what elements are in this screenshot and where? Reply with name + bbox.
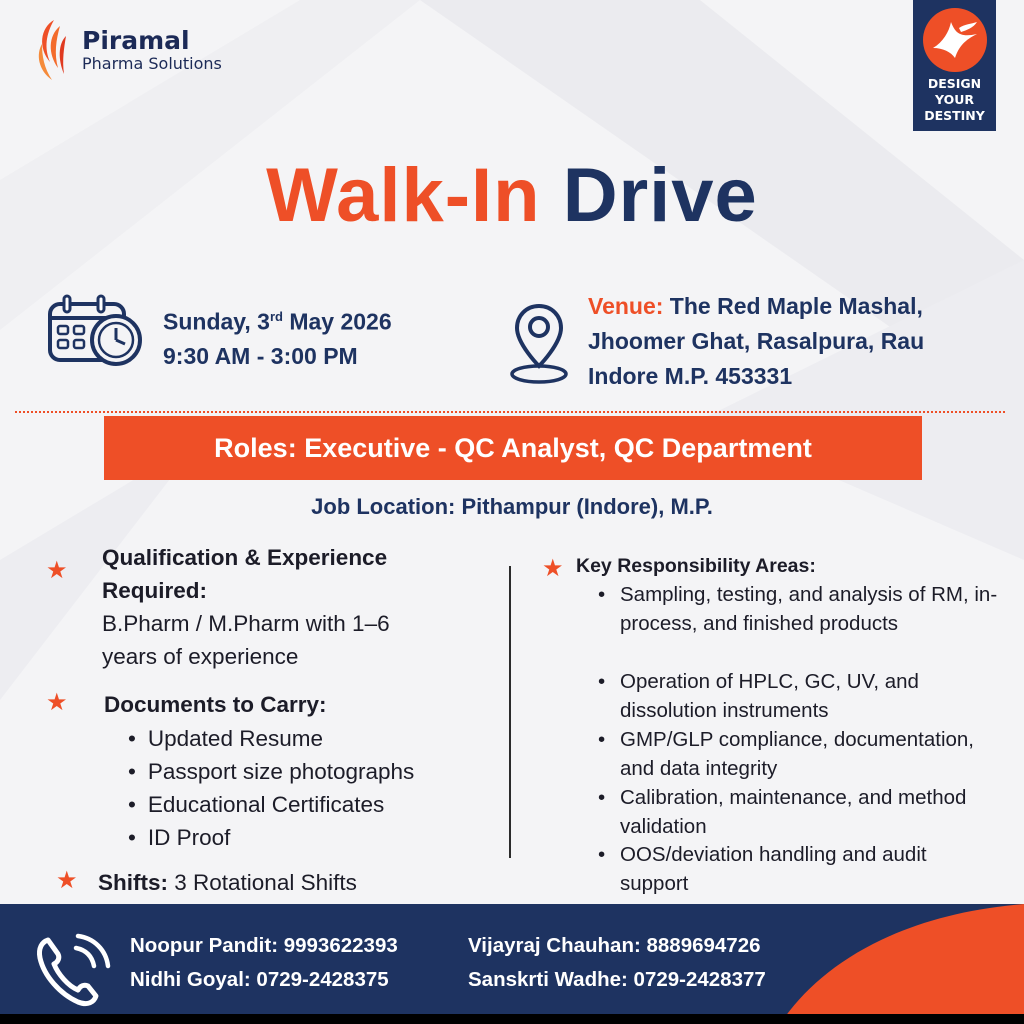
page-title (0, 152, 1024, 239)
calendar-clock-icon (46, 294, 146, 366)
list-item: • GMP/GLP compliance, documentation, and data integrity (598, 728, 974, 780)
footer-accent-shape (0, 904, 1024, 1024)
phone-icon (34, 932, 112, 1012)
badge-line-3: DESTINY (924, 108, 985, 123)
brand-logo (32, 14, 222, 86)
list-item: • Operation of HPLC, GC, UV, and dissolution instruments (598, 670, 919, 722)
venue-block (588, 289, 924, 394)
list-item: • Sampling, testing, and analysis of RM, in-process, and finished products (598, 583, 998, 635)
qualification-block (102, 541, 390, 673)
list-item: • OOS/deviation handling and audit support (598, 843, 927, 895)
list-item: • Passport size photographs (128, 755, 414, 788)
column-divider (509, 566, 511, 858)
shifts-value: 3 Rotational Shifts (168, 870, 357, 895)
brand-subtitle: Pharma Solutions (82, 54, 222, 73)
contact-2: Nidhi Goyal: 0729-2428375 (130, 968, 389, 991)
title-walk-in: Walk-In (266, 153, 541, 238)
star-icon: ★ (56, 866, 78, 894)
badge-line-2: YOUR (934, 92, 974, 107)
roles-banner: Roles: Executive - QC Analyst, QC Department (104, 416, 922, 480)
kra-heading: Key Responsibility Areas: (576, 555, 816, 577)
list-item: • Educational Certificates (128, 788, 384, 821)
contact-3: Vijayraj Chauhan: 8889694726 (468, 934, 761, 957)
location-pin-icon (508, 300, 570, 390)
dotted-divider (15, 411, 1005, 413)
list-item: • Updated Resume (128, 722, 323, 755)
contact-4: Sanskrti Wadhe: 0729-2428377 (468, 968, 766, 991)
list-item: • ID Proof (128, 821, 230, 854)
event-date: Sunday, 3rd May 2026 (163, 308, 392, 335)
venue-label: Venue: (588, 293, 664, 319)
star-icon: ★ (46, 556, 68, 584)
qualification-line-2: years of experience (102, 644, 299, 669)
event-datetime (163, 300, 392, 373)
piramal-logo-icon (32, 14, 76, 86)
list-item: • Calibration, maintenance, and method validation (598, 786, 967, 838)
star-icon: ★ (46, 688, 68, 716)
shifts-row (98, 866, 357, 899)
job-location: Job Location: Pithampur (Indore), M.P. (311, 494, 713, 519)
badge-line-1: DESIGN (927, 76, 982, 91)
destiny-badge (913, 0, 996, 131)
documents-heading: Documents to Carry: (104, 692, 327, 717)
event-time: 9:30 AM - 3:00 PM (163, 342, 358, 369)
contact-footer (0, 904, 1024, 1024)
bird-icon (929, 18, 981, 62)
qualification-heading-2: Required: (102, 578, 208, 603)
venue-line-2: Jhoomer Ghat, Rasalpura, Rau (588, 328, 925, 354)
star-icon: ★ (542, 554, 564, 582)
qualification-heading: Qualification & Experience (102, 545, 388, 570)
brand-name: Piramal (82, 26, 190, 55)
contact-1: Noopur Pandit: 9993622393 (130, 934, 398, 957)
shifts-label: Shifts: (98, 870, 168, 895)
footer-bottom-bar (0, 1014, 1024, 1024)
venue-line-3: Indore M.P. 453331 (588, 363, 793, 389)
venue-line-1: The Red Maple Mashal, (663, 293, 923, 319)
qualification-line-1: B.Pharm / M.Pharm with 1–6 (102, 611, 390, 636)
title-drive: Drive (562, 153, 758, 238)
